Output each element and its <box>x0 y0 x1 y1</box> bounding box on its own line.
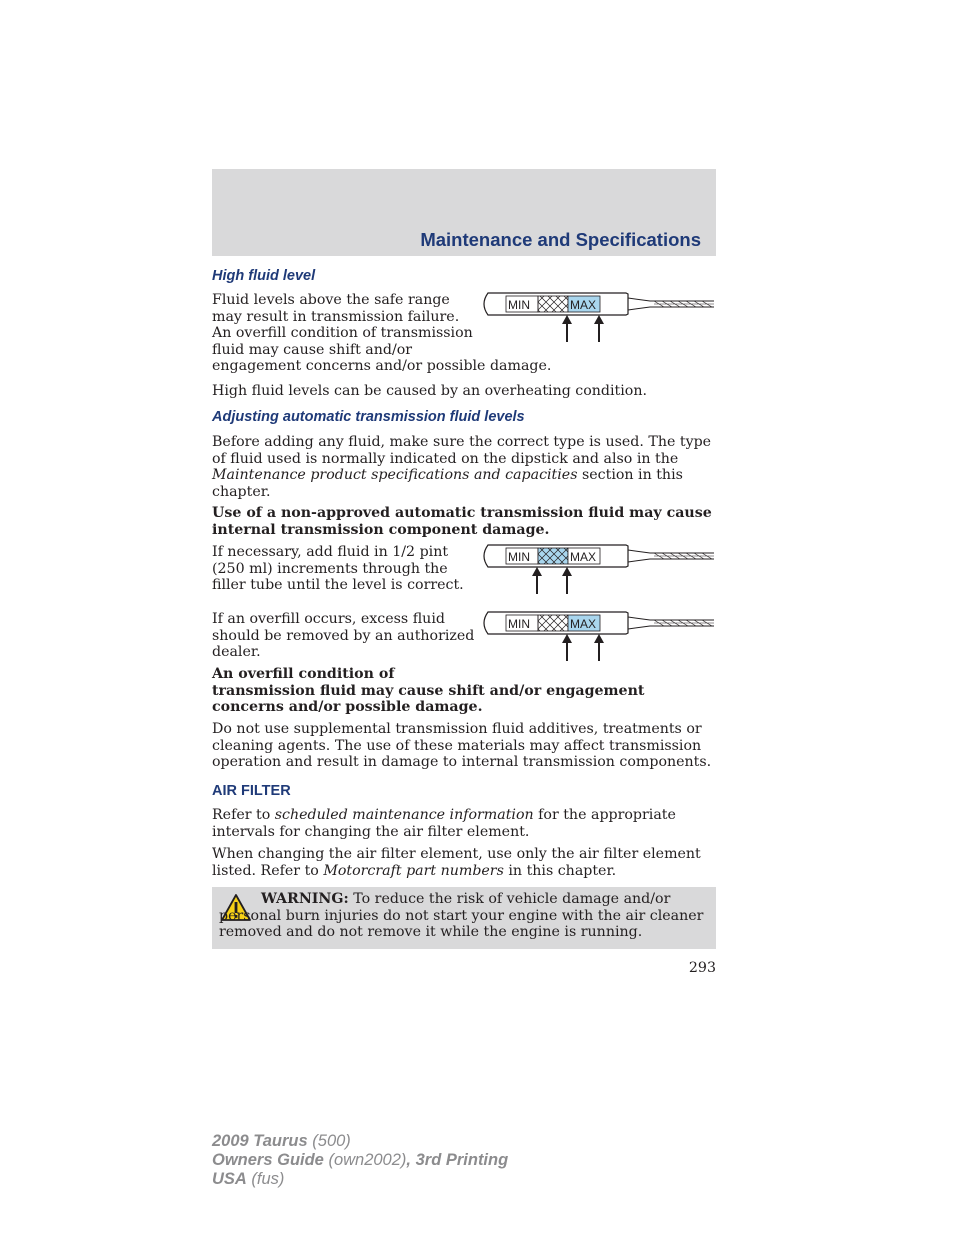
part-numbers-reference: Motorcraft part numbers <box>323 862 504 879</box>
high-fluid-heading: High fluid level <box>212 268 316 284</box>
overfill-warning <box>212 666 718 716</box>
adjusting-paragraph <box>212 434 718 500</box>
schedule-reference: scheduled maintenance information <box>274 807 534 823</box>
adjusting-heading: Adjusting automatic transmission fluid levels <box>212 409 525 425</box>
text-line: An overfill condition of <box>212 666 395 682</box>
dipstick-illustration-add <box>478 542 716 596</box>
level-arrow-up <box>594 634 604 661</box>
text-line: may result in transmission failure. <box>212 308 460 325</box>
air-filter-text-b: for the appropriate intervals for changing the air filter element. <box>212 807 676 840</box>
footer-line <box>212 1132 508 1151</box>
text-line: Fluid levels above the safe range <box>212 292 450 308</box>
air-filter-paragraph-2 <box>212 846 718 879</box>
chapter-header-band <box>212 169 716 256</box>
footer-model: 2009 Taurus <box>212 1132 308 1150</box>
footer-line <box>212 1170 508 1189</box>
text-line: engagement concerns and/or possible damage. <box>212 358 552 375</box>
page-number: 293 <box>688 960 716 976</box>
text-line: If an overfill occurs, excess fluid <box>212 611 445 627</box>
adjusting-text-a: Before adding any fluid, make sure the correct type is used. The type of fluid used is normally indicated on the dipstick and also in the <box>212 434 712 467</box>
text-line: fluid may cause shift and/or <box>212 341 413 358</box>
document-footer <box>212 1132 508 1189</box>
level-arrow-up <box>594 315 604 342</box>
air-filter-text-c: When changing the air filter element, use only the air filter element listed. Refer to <box>212 846 701 879</box>
min-label: MIN <box>508 298 530 312</box>
additives-paragraph: Do not use supplemental transmission fluid additives, treatments or cleaning agents. The use of these materials may affect transmission operation and result in damage to internal transmission components. <box>212 721 712 771</box>
air-filter-paragraph-1 <box>212 807 718 840</box>
warning-box <box>212 887 716 949</box>
level-arrow-up <box>532 567 542 594</box>
air-filter-text-a: Refer to <box>212 807 275 823</box>
text-line: If necessary, add fluid in 1/2 pint <box>212 544 449 560</box>
max-label: MAX <box>570 550 597 564</box>
footer-market-code: (fus) <box>246 1170 285 1188</box>
level-arrow-up <box>562 315 572 342</box>
min-label: MIN <box>508 617 530 631</box>
fluid-type-warning: Use of a non-approved automatic transmission fluid may cause internal transmission component damage. <box>212 505 712 538</box>
footer-line <box>212 1151 508 1170</box>
text-line: should be removed by an authorized <box>212 627 475 644</box>
text-line: dealer. <box>212 644 261 661</box>
dipstick-illustration-overfill <box>478 609 716 663</box>
warning-body: To reduce the risk of vehicle damage and/or personal burn injuries do not start your engine with the air cleaner removed and do not remove it while the engine is running. <box>219 891 704 941</box>
air-filter-heading: AIR FILTER <box>212 783 291 799</box>
level-arrow-up <box>562 567 572 594</box>
footer-printing: , 3rd Printing <box>406 1151 509 1169</box>
text-line: An overfill condition of transmission <box>212 325 473 342</box>
air-filter-text-d: in this chapter. <box>503 862 617 879</box>
text-line: (250 ml) increments through the <box>212 560 448 577</box>
level-arrow-up <box>562 634 572 661</box>
max-label: MAX <box>570 298 597 312</box>
text-line: filler tube until the level is correct. <box>212 577 464 594</box>
dipstick-illustration-high <box>478 290 716 344</box>
footer-guide-code: (own2002) <box>323 1151 407 1169</box>
min-label: MIN <box>508 550 530 564</box>
spec-reference: Maintenance product specifications and capacities <box>212 467 578 484</box>
warning-label: WARNING: <box>261 891 349 907</box>
footer-model-code: (500) <box>307 1132 351 1150</box>
footer-market: USA <box>212 1170 247 1188</box>
warning-text <box>219 891 711 941</box>
text-line: transmission fluid may cause shift and/or engagement concerns and/or possible damage. <box>212 682 645 716</box>
footer-guide: Owners Guide <box>212 1151 324 1169</box>
chapter-title: Maintenance and Specifications <box>420 229 701 250</box>
overheating-paragraph: High fluid levels can be caused by an overheating condition. <box>212 383 647 399</box>
max-label: MAX <box>570 617 597 631</box>
adjusting-text-b: section in this chapter. <box>212 467 683 500</box>
